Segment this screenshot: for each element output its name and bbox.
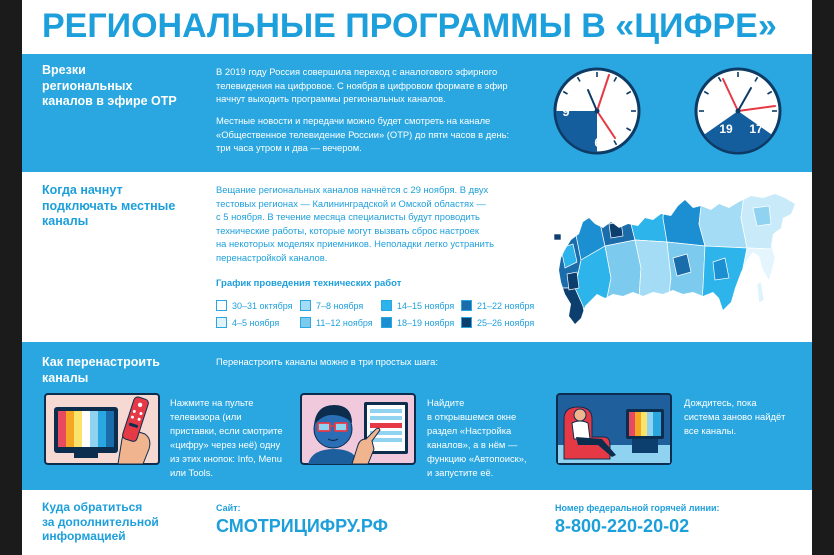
heading-line: Куда обратиться bbox=[42, 500, 143, 514]
schedule-title: График проведения технических работ bbox=[216, 278, 402, 289]
site-address: СМОТРИЦИФРУ.РФ bbox=[216, 516, 388, 536]
legend-swatch bbox=[300, 317, 311, 328]
clock-center bbox=[736, 109, 741, 114]
text-line: система заново найдёт bbox=[684, 411, 786, 422]
text-line: «цифру» через неё) одну bbox=[170, 439, 281, 450]
hotline-label: Номер федеральной горячей линии: bbox=[555, 503, 720, 513]
text-line: Нажмите на пульте bbox=[170, 397, 254, 408]
text-line: «Общественное телевидение России» (ОТР) до пяти часов в день: bbox=[216, 128, 510, 140]
legend-item bbox=[461, 297, 545, 314]
text-line: или Tools. bbox=[170, 467, 214, 478]
tv-stand bbox=[74, 453, 98, 458]
evening-clock-icon bbox=[693, 66, 783, 156]
text-line: Найдите bbox=[427, 397, 465, 408]
tv-test-pattern bbox=[629, 412, 661, 436]
text-line: технические работы, которые могут вызвать сброс настроек bbox=[216, 224, 479, 236]
text-line: Вещание региональных каналов начнётся с 29 ноября. В двух bbox=[216, 184, 489, 195]
text-line: на некоторых моделях приемников. Неполадки легко устранить bbox=[216, 238, 495, 250]
legend-item bbox=[461, 314, 545, 331]
launch-heading bbox=[42, 183, 175, 230]
russia-map bbox=[553, 188, 797, 328]
legend-item bbox=[216, 297, 300, 314]
heading-line: каналы bbox=[42, 370, 89, 385]
legend-swatch bbox=[461, 317, 472, 328]
text-line: все каналы. bbox=[684, 425, 737, 436]
clock-label: 19 bbox=[719, 122, 733, 136]
tv-test-pattern bbox=[58, 411, 114, 447]
legend-swatch bbox=[216, 317, 227, 328]
clock-label: 17 bbox=[749, 122, 763, 136]
heading-line: Как перенастроить bbox=[42, 355, 160, 369]
map-regions bbox=[553, 188, 797, 328]
text-line: В 2019 году Россия совершила переход с аналогового эфирного bbox=[216, 66, 498, 77]
retune-intro: Перенастроить каналы можно в три простых шага: bbox=[216, 356, 438, 367]
text-line: приставки, если смотрите bbox=[170, 425, 283, 436]
heading-line: Врезки bbox=[42, 63, 86, 77]
text-line: начнут выходить программы региональных каналов. bbox=[216, 93, 446, 105]
launch-text bbox=[216, 183, 494, 265]
legend-label: 14–15 ноября bbox=[397, 300, 455, 311]
legend-swatch bbox=[381, 300, 392, 311]
legend-label: 7–8 ноября bbox=[316, 300, 364, 311]
step-1-illustration bbox=[44, 393, 160, 465]
heading-line: подключать местные bbox=[42, 198, 176, 213]
tv-cabinet bbox=[632, 439, 658, 453]
left-frame bbox=[0, 0, 22, 555]
text-line: Местные новости и передачи можно будет смотреть на канале bbox=[216, 115, 491, 126]
person-body bbox=[572, 421, 590, 439]
clock-label: 6 bbox=[594, 135, 602, 150]
text-line: из этих кнопок: Info, Menu bbox=[170, 453, 282, 464]
morning-clock-icon bbox=[552, 66, 642, 156]
legend-label: 25–26 ноября bbox=[477, 317, 535, 328]
page-title: РЕГИОНАЛЬНЫЕ ПРОГРАММЫ В «ЦИФРЕ» bbox=[42, 7, 777, 45]
step-1-text bbox=[170, 396, 283, 480]
text-line: телевизора (или bbox=[170, 411, 242, 422]
legend-swatch bbox=[300, 300, 311, 311]
text-line: тестовых регионах — Калининградской и Омской областях — bbox=[216, 197, 486, 209]
legend-label: 11–12 ноября bbox=[316, 317, 373, 328]
legend-item bbox=[381, 297, 461, 314]
legend-swatch bbox=[216, 300, 227, 311]
hotline-number: 8-800-220-20-02 bbox=[555, 516, 690, 536]
text-line: телевидения на цифровое. С ноября в цифровом формате в эфир bbox=[216, 79, 508, 91]
legend-item bbox=[300, 297, 381, 314]
text-line: раздел «Настройка bbox=[427, 425, 512, 436]
contacts-heading bbox=[42, 500, 159, 544]
legend-item bbox=[381, 314, 461, 331]
inserts-paragraph-1 bbox=[216, 65, 508, 106]
heading-line: за дополнительной bbox=[42, 514, 159, 529]
heading-line: региональных bbox=[42, 78, 133, 93]
legend-label: 30–31 октября bbox=[232, 300, 293, 311]
text-line: Дождитесь, пока bbox=[684, 397, 757, 408]
retune-heading bbox=[42, 355, 160, 386]
legend-item bbox=[300, 314, 381, 331]
site-label: Сайт: bbox=[216, 503, 241, 513]
step-3-text bbox=[684, 396, 785, 438]
inserts-paragraph-2 bbox=[216, 114, 509, 155]
sakhalin bbox=[757, 282, 764, 303]
clock-label: 9 bbox=[562, 104, 570, 119]
legend-swatch bbox=[381, 317, 392, 328]
step-2-illustration bbox=[300, 393, 416, 465]
legend-label: 21–22 ноября bbox=[477, 300, 535, 311]
step-2-text bbox=[427, 396, 527, 480]
text-line: функцию «Автопоиск», bbox=[427, 453, 527, 464]
clock-center bbox=[595, 109, 600, 114]
text-line: три часа утром и два — вечером. bbox=[216, 142, 362, 154]
right-frame bbox=[812, 0, 834, 555]
heading-line: информацией bbox=[42, 529, 126, 543]
text-line: в открывшемся окне bbox=[427, 411, 517, 422]
text-line: каналов», а в нём — bbox=[427, 439, 518, 450]
heading-line: каналов в эфире ОТР bbox=[42, 94, 177, 108]
heading-line: Когда начнут bbox=[42, 183, 123, 197]
legend-label: 18–19 ноября bbox=[397, 317, 455, 328]
text-line: и запустите её. bbox=[427, 467, 494, 478]
text-line: перенастройкой каналов. bbox=[216, 251, 328, 263]
legend-item bbox=[216, 314, 300, 331]
step-3-illustration bbox=[556, 393, 672, 465]
text-line: с 5 ноября. В течение месяца специалисты будут проводить bbox=[216, 211, 480, 223]
heading-line: каналы bbox=[42, 214, 89, 228]
legend-swatch bbox=[461, 300, 472, 311]
kaliningrad-region bbox=[554, 234, 561, 240]
person-head bbox=[574, 409, 586, 421]
schedule-legend bbox=[216, 297, 545, 331]
inserts-heading bbox=[42, 63, 177, 110]
legend-label: 4–5 ноября bbox=[232, 317, 280, 328]
